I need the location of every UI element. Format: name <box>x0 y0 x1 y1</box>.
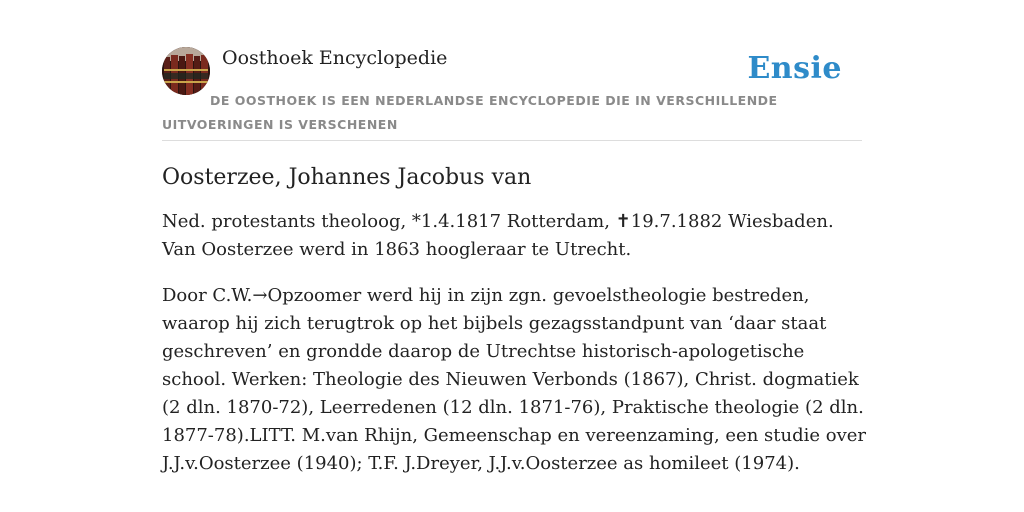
source-header <box>162 45 862 141</box>
article-paragraph: Ned. protestants theoloog, *1.4.1817 Rotterdam, ✝19.7.1882 Wiesbaden. Van Oosterzee werd in 1863 hoogleraar te Utrecht. <box>162 211 834 260</box>
article-card <box>162 45 867 478</box>
book-spines-icon[interactable] <box>162 47 210 95</box>
brand-logo[interactable]: Ensie <box>747 51 842 86</box>
source-title[interactable]: Oosthoek Encyclopedie <box>222 47 448 69</box>
article-title: Oosterzee, Johannes Jacobus van <box>162 165 532 190</box>
article-paragraph: Door C.W.→Opzoomer werd hij in zijn zgn. gevoelstheologie bestreden, waarop hij zich terugtrok op het bijbels gezagsstandpunt van ‘daar staat geschreven’ en grondde daarop de Utrechtse historisch-apologetische school. Werken: Theologie des Nieuwen Verbonds (1867), Christ. dogmatiek (2 dln. 1870-72), Leerredenen (12 dln. 1871-76), Praktische theologie (2 dln. 1877-78).LITT. M.van Rhijn, Gemeenschap en vereenzaming, een studie over J.J.v.Oosterzee (1940); T.F. J.Dreyer, J.J.v.Oosterzee as homileet (1974). <box>162 285 867 474</box>
source-tagline: DE OOSTHOEK IS EEN NEDERLANDSE ENCYCLOPEDIE DIE IN VERSCHILLENDE UITVOERINGEN IS VERSCHENEN <box>162 93 778 132</box>
